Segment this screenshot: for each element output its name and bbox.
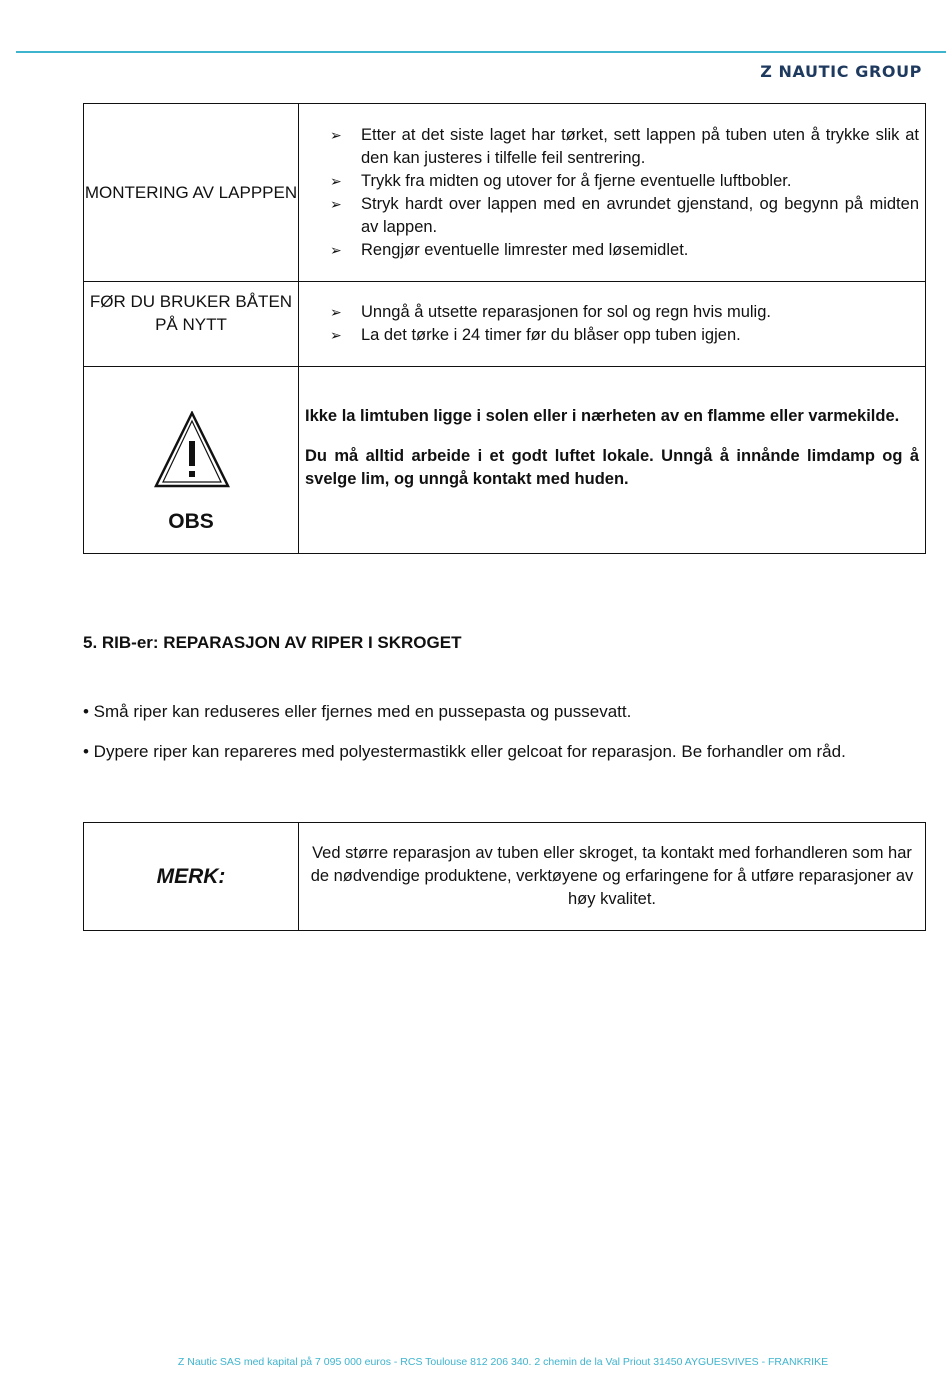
- mounting-label: MONTERING AV LAPPPEN: [84, 104, 299, 282]
- list-item: ➢ La det tørke i 24 timer før du blåser opp tuben igjen.: [361, 324, 919, 347]
- note-text-cell: [299, 823, 926, 931]
- mounting-row: [84, 104, 926, 282]
- list-item: ➢ Stryk hardt over lappen med en avrundet gjenstand, og begynn på midten av lappen.: [330, 194, 919, 236]
- arrow-bullet-icon: ➢: [330, 195, 342, 212]
- note-label: MERK:: [84, 823, 299, 931]
- footer-legal-text: Z Nautic SAS med kapital på 7 095 000 euros - RCS Toulouse 812 206 340. 2 chemin de la Val Priout 31450 AYGUESVIVES - FRANKRIKE: [177, 1356, 829, 1368]
- warning-line-ventilation: Du må alltid arbeide i et godt luftet lokale. Unngå å innånde limdamp og å svelge lim, og unngå kontakt med huden.: [305, 447, 919, 488]
- instructions-table: [83, 103, 926, 554]
- list-item: ➢ Etter at det siste laget har tørket, sett lappen på tuben uten å trykke slik at den kan justeres i tilfelle feil sentrering.: [330, 125, 919, 167]
- arrow-bullet-icon: ➢: [330, 126, 342, 143]
- section-title: 5. RIB-er: REPARASJON AV RIPER I SKROGET: [83, 633, 462, 652]
- note-text: Ved større reparasjon av tuben eller skroget, ta kontakt med forhandleren som har de nødvendige produktene, verktøyene og erfaringene for å utføre reparasjoner av høy kvalitet.: [310, 844, 914, 908]
- before-use-steps-cell: [299, 282, 926, 367]
- list-item: • Dypere riper kan repareres med polyestermastikk eller gelcoat for reparasjon. Be forhandler om råd.: [83, 742, 846, 761]
- list-item: ➢ Rengjør eventuelle limrester med løsemidlet.: [361, 239, 919, 262]
- warning-row: [84, 367, 926, 554]
- before-use-row: [84, 282, 926, 367]
- note-row: [84, 823, 926, 931]
- arrow-bullet-icon: ➢: [330, 327, 342, 343]
- list-item: ➢ Trykk fra midten og utover for å fjerne eventuelle luftbobler.: [361, 170, 919, 193]
- note-table: [83, 822, 926, 931]
- warning-line-heat: Ikke la limtuben ligge i solen eller i nærheten av en flamme eller varmekilde.: [305, 407, 900, 425]
- header-rule: [16, 51, 946, 53]
- list-item: • Små riper kan reduseres eller fjernes med en pussepasta og pussevatt.: [83, 702, 632, 721]
- mounting-steps-list: [299, 124, 925, 262]
- list-item: ➢ Unngå å utsette reparasjonen for sol og regn hvis mulig.: [361, 301, 919, 324]
- warning-text-cell: [299, 367, 926, 554]
- obs-label: OBS: [168, 510, 214, 533]
- mounting-steps-cell: [299, 104, 926, 282]
- warning-label-cell: [84, 367, 299, 554]
- before-use-label: FØR DU BRUKER BÅTEN PÅ NYTT: [84, 282, 299, 367]
- arrow-bullet-icon: ➢: [330, 241, 342, 258]
- brand-logo-text: Z NAUTIC GROUP: [760, 62, 922, 81]
- arrow-bullet-icon: ➢: [330, 304, 342, 320]
- arrow-bullet-icon: ➢: [330, 172, 342, 189]
- before-use-steps-list: [299, 301, 925, 347]
- warning-triangle-icon: [154, 411, 230, 489]
- warning-text: [299, 405, 925, 491]
